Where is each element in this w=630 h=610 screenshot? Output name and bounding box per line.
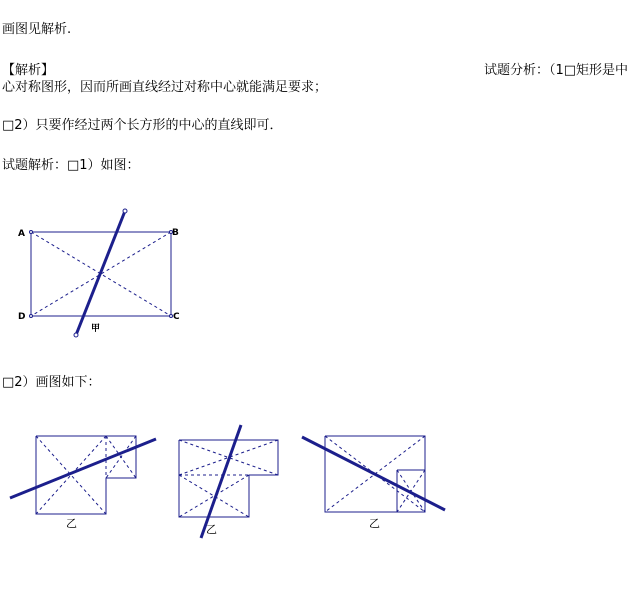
caption-2c: 乙 [369,517,380,530]
figure-2c [302,436,445,512]
label-a: A [18,229,25,239]
vertex-a [30,231,33,234]
shape-2c-line [302,437,445,510]
analysis-part1: 心对称图形，因而所画直线经过对称中心就能满足要求； [2,80,328,95]
shape-2a-line [10,439,156,498]
solution-heading: 试题解析：□1）如图： [2,158,140,173]
shape-2a-diag1 [36,436,106,514]
label-b: B [172,228,179,238]
shape-2a-diag2 [36,436,106,514]
label-jia: 甲 [91,324,101,334]
label-c: C [173,312,180,322]
shape-2a-outline [36,436,136,514]
shape-2b-outline [179,440,278,517]
answer-line: 画图见解析. [2,22,72,37]
analysis-part2: □2）只要作经过两个长方形的中心的直线即可． [2,118,283,133]
solution-part2: □2）画图如下： [2,375,101,390]
line-endpoint-bottom [74,333,78,337]
analysis-heading: 【解析】 [2,63,55,78]
figure-2b [179,425,278,538]
caption-2b: 乙 [206,523,217,536]
analysis-intro: 试题分析：（1□矩形是中 [483,63,628,78]
label-d: D [18,312,26,322]
vertex-d [30,315,33,318]
shape-2b-line [201,425,241,538]
caption-2a: 乙 [66,517,77,530]
figure-2a [10,436,156,514]
line-endpoint-top [123,209,127,213]
